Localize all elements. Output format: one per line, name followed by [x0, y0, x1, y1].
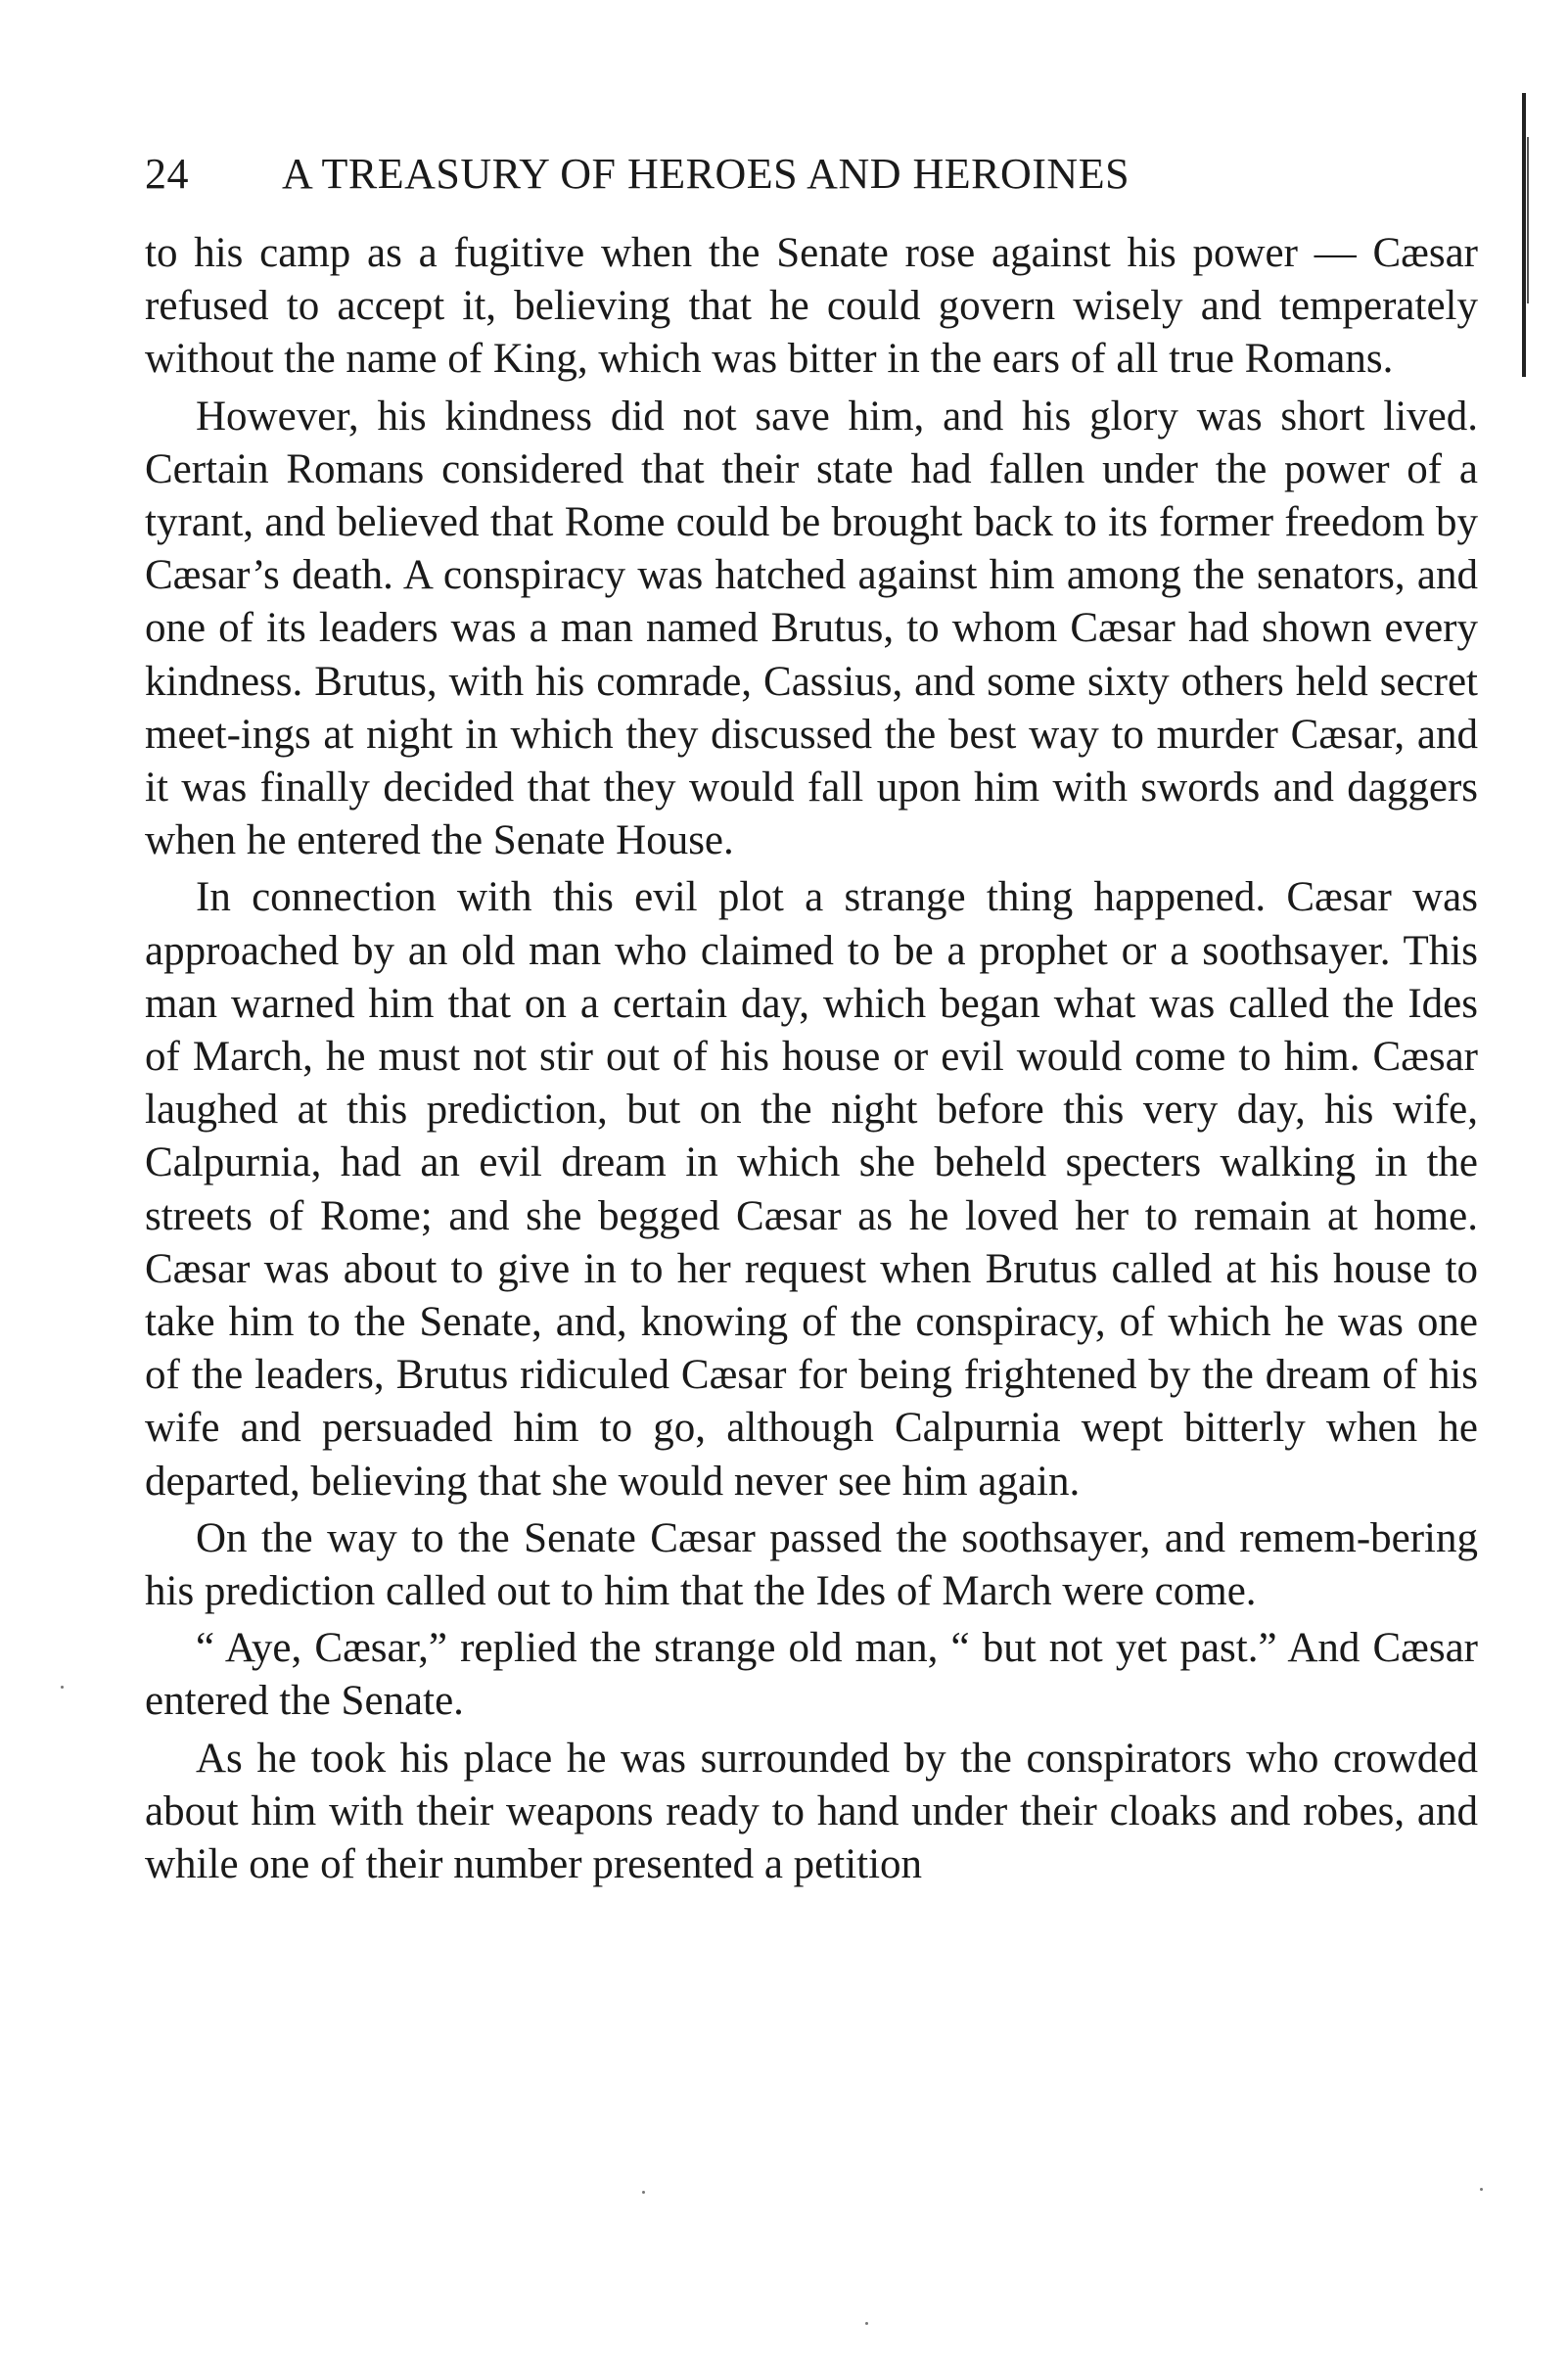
margin-scan-mark-thin: [1527, 137, 1529, 303]
scan-speck: [865, 2322, 868, 2325]
scan-speck: [61, 1686, 64, 1689]
paragraph: “ Aye, Cæsar,” replied the strange old man, “ but not yet past.” And Cæsar entered the Senate.: [145, 1625, 1478, 1725]
running-head: [145, 135, 1476, 213]
running-title: A TREASURY OF HEROES AND HEROINES: [282, 150, 1130, 198]
scan-speck: [642, 2191, 645, 2194]
paragraph: In connection with this evil plot a strange thing happened. Cæsar was approached by an old man who claimed to be a prophet or a soothsayer. This man warned him that on a certain day, which began what was called the Ides of March, he must not stir out of his house or evil would come to him. Cæsar laughed at this prediction, but on the night before this very day, his wife, Calpurnia, had an evil dream in which she beheld specters walking in the streets of Rome; and she begged Cæsar as he loved her to remain at home. Cæsar was about to give in to her request when Brutus called at his house to take him to the Senate, and, knowing of the conspiracy, of which he was one of the leaders, Brutus ridiculed Cæsar for being frightened by the dream of his wife and persuaded him to go, although Calpurnia wept bitterly when he departed, believing that she would never see him again.: [145, 874, 1478, 1505]
paragraph: On the way to the Senate Cæsar passed the soothsayer, and remem-bering his prediction called out to him that the Ides of March were come.: [145, 1514, 1478, 1615]
margin-scan-mark: [1522, 93, 1526, 377]
scan-speck: [1480, 2188, 1483, 2191]
page-number: 24: [145, 150, 189, 198]
paragraph: However, his kindness did not save him, and his glory was short lived. Certain Romans considered that their state had fallen under the power of a tyrant, and believed that Rome could be brought back to its former freedom by Cæsar’s death. A conspiracy was hatched against him among the senators, and one of its leaders was a man named Brutus, to whom Cæsar had shown every kindness. Brutus, with his comrade, Cassius, and some sixty others held secret meet-ings at night in which they discussed the best way to murder Cæsar, and it was finally decided that they would fall upon him with swords and daggers when he entered the Senate House.: [145, 393, 1478, 864]
paragraph: to his camp as a fugitive when the Senate rose against his power — Cæsar refused to accept it, believing that he could govern wisely and temperately without the name of King, which was bitter in the ears of all true Romans.: [145, 230, 1478, 383]
paragraph: As he took his place he was surrounded by the conspirators who crowded about him with their weapons ready to hand under their cloaks and robes, and while one of their number presented a petition: [145, 1735, 1478, 1888]
body-text: [145, 227, 1478, 1895]
